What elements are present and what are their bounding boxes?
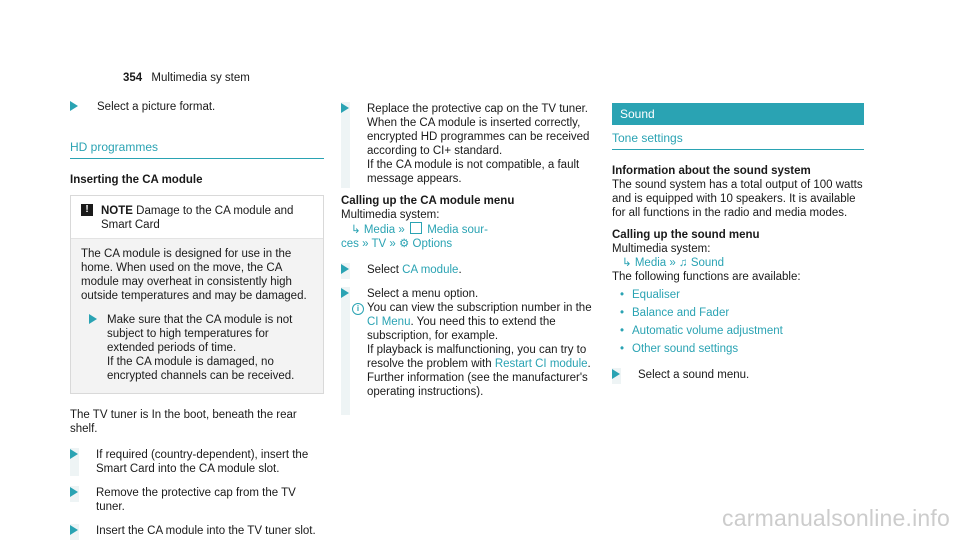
list-item — [618, 324, 864, 338]
list-item — [618, 306, 864, 320]
balance-fader-link[interactable]: Balance and Fader — [632, 307, 730, 319]
column-3 — [612, 103, 864, 382]
restart-ci-module-link[interactable]: Restart CI module — [494, 358, 588, 370]
auto-volume-link[interactable]: Automatic volume adjustment — [632, 325, 783, 337]
other-sound-settings-link[interactable]: Other sound settings — [632, 343, 739, 355]
chevron-icon: » — [389, 238, 396, 250]
chevron-icon: » — [398, 224, 405, 236]
page-number: 354 — [123, 72, 143, 84]
note-body — [71, 239, 323, 393]
path-media: Media — [634, 257, 667, 269]
sound-system-info-heading: Information about the sound system — [612, 165, 811, 177]
watermark: carmanualsonline.info — [722, 505, 950, 531]
tv-tuner-location: The TV tuner is In the boot, beneath the rear shelf. — [70, 409, 297, 435]
step-menu-option: Select a menu option. i You can view the subscription number in the CI Menu. You need this to extend the subscription, for example. If playback is malfunctioning, you can try to resolve the problem with Restart CI module. Further information (see the manufacturer's operating instructions). — [341, 287, 595, 399]
options-icon: ⚙ — [399, 238, 410, 250]
sound-menu-path — [612, 256, 864, 270]
path-media: Media — [363, 224, 396, 236]
path-tv: TV — [371, 238, 387, 250]
note-text: The CA module is designed for use in the home. When used on the move, the CA module may overheat in consistently high outside temperatures and may be damaged. — [81, 248, 307, 302]
list-item — [618, 288, 864, 302]
arrow-right-icon — [341, 103, 349, 113]
menu-path-cont: ces » TV » ⚙ Options — [341, 238, 453, 250]
step-insert-smart-card: If required (country-dependent), insert the Smart Card into the CA module slot. — [70, 448, 324, 476]
arrow-right-icon — [341, 264, 349, 274]
arrow-right-icon — [70, 525, 78, 535]
note-step: Make sure that the CA module is not subject to high temperatures for extended periods of time. If the CA module is damaged, no encrypted channels can be received. — [81, 313, 313, 383]
path-options: Options — [412, 238, 453, 250]
path-sound: Sound — [690, 257, 725, 269]
exclamation-icon: ! — [81, 204, 93, 216]
arrow-right-icon — [89, 314, 97, 324]
sound-menu-intro: Multimedia system: — [612, 243, 711, 255]
section-title: Multimedia sy stem — [151, 72, 250, 84]
functions-list — [612, 288, 864, 356]
functions-intro: The following functions are available: — [612, 271, 801, 283]
media-sources-icon — [410, 222, 422, 234]
note-header — [71, 196, 323, 239]
inserting-ca-module-heading: Inserting the CA module — [70, 174, 203, 186]
column-2 — [341, 102, 595, 399]
arrow-right-icon — [70, 449, 78, 459]
page-header — [123, 71, 250, 85]
music-note-icon: ♫ — [678, 257, 688, 269]
info-note: i You can view the subscription number in the CI Menu. You need this to extend the subscription, for example. If playback is malfunctioning, you can try to resolve the problem with Restart CI module. Further information (see the manufacturer's operating instructions). — [367, 301, 595, 399]
arrow-right-icon — [612, 369, 620, 379]
step-remove-cap: Remove the protective cap from the TV tuner. — [70, 486, 324, 514]
menu-intro: Multimedia system: — [341, 209, 440, 221]
sound-menu-heading: Calling up the sound menu — [612, 229, 760, 241]
path-arrow-icon: ↳ — [622, 257, 632, 269]
step-select-format: Select a picture format. — [70, 100, 324, 114]
step-replace-cap: Replace the protective cap on the TV tuner. When the CA module is inserted correctly, encrypted HD programmes can be received according to CI+ standard. If the CA module is not compatible, a fault message appears. — [341, 102, 595, 186]
ca-module-menu-heading: Calling up the CA module menu — [341, 195, 515, 207]
step-bar — [341, 287, 350, 415]
step-select-sound-menu: Select a sound menu. — [612, 368, 864, 382]
chevron-icon: » — [669, 257, 676, 269]
note-label: NOTE — [101, 205, 133, 217]
note-box — [70, 195, 324, 394]
equaliser-link[interactable]: Equaliser — [632, 289, 680, 301]
sound-system-info: The sound system has a total output of 100 watts and is equipped with 10 speakers. It is available for all functions in the radio and media modes. — [612, 179, 863, 219]
chevron-icon: » — [362, 238, 369, 250]
arrow-right-icon — [70, 487, 78, 497]
menu-path — [341, 222, 595, 237]
ca-module-link[interactable]: CA module — [402, 264, 459, 276]
step-bar — [341, 102, 350, 188]
ci-menu-link[interactable]: CI Menu — [367, 316, 411, 328]
step-insert-ca-module: Insert the CA module into the TV tuner slot. — [70, 524, 324, 538]
step-select-ca-module: Select CA module. — [341, 263, 595, 277]
path-arrow-icon: ↳ — [351, 224, 361, 236]
tone-settings-heading: Tone settings — [612, 131, 864, 150]
hd-programmes-heading: HD programmes — [70, 140, 324, 159]
path-media-sources: Media sour- — [427, 224, 488, 236]
sound-banner: Sound — [612, 103, 864, 125]
arrow-right-icon — [341, 288, 349, 298]
note-title: Damage to the CA module and Smart Card — [101, 205, 294, 231]
info-icon: i — [352, 303, 364, 315]
list-item — [618, 342, 864, 356]
column-1 — [70, 100, 324, 538]
arrow-right-icon — [70, 101, 78, 111]
